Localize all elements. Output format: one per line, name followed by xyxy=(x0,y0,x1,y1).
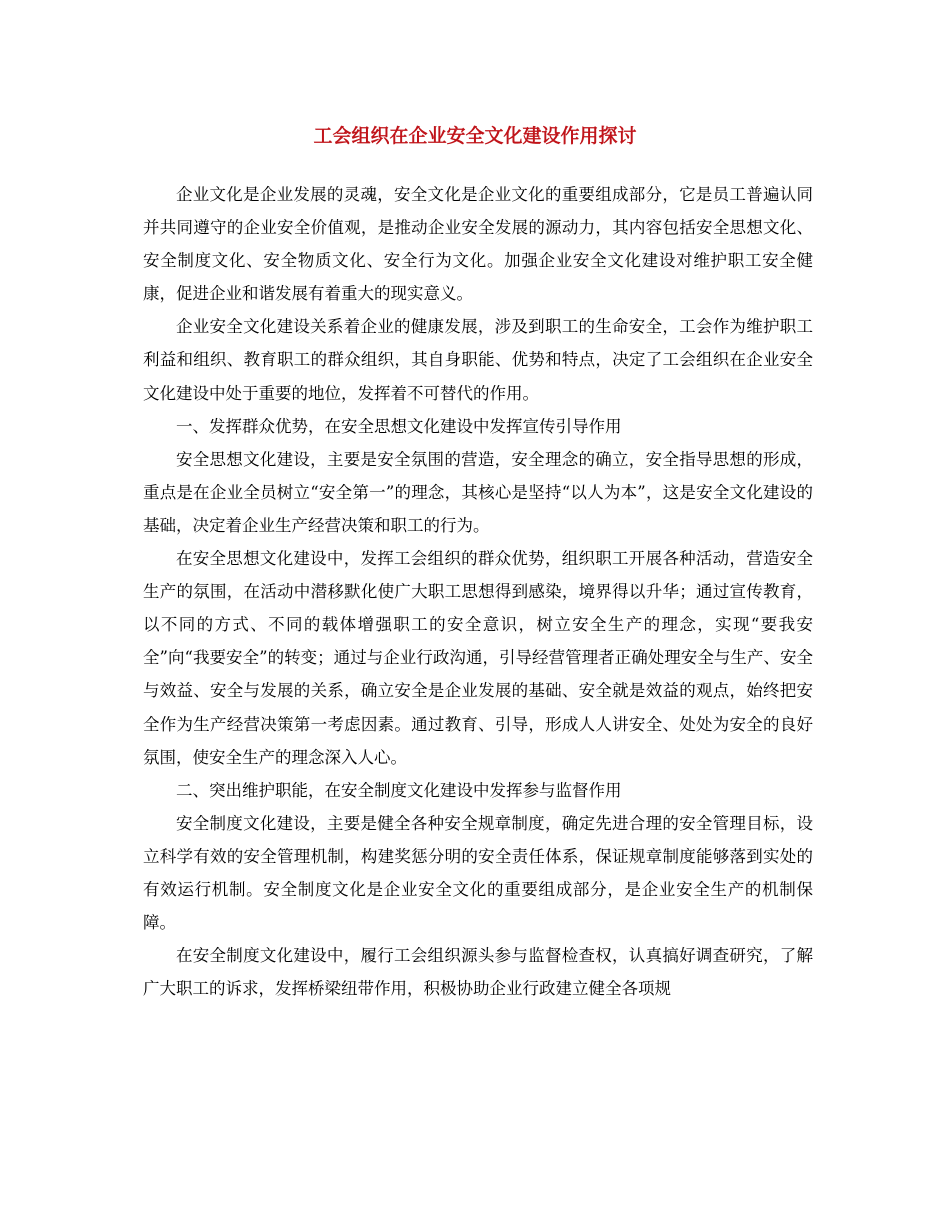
paragraph-section-2a: 安全制度文化建设，主要是健全各种安全规章制度，确定先进合理的安全管理目标，设立科学有效的安全管理机制，构建奖惩分明的安全责任体系，保证规章制度能够落到实处的有效运行机制。安全制度文化是企业安全文化的重要组成部分，是企业安全生产的机制保障。 xyxy=(143,813,813,933)
paragraph-role: 企业安全文化建设关系着企业的健康发展，涉及到职工的生命安全，工会作为维护职工利益和组织、教育职工的群众组织，其自身职能、优势和特点，决定了工会组织在企业安全文化建设中处于重要的地位，发挥着不可替代的作用。 xyxy=(143,317,813,403)
section-heading-2: 二、突出维护职能，在安全制度文化建设中发挥参与监督作用 xyxy=(176,780,622,800)
paragraph-section-2b: 在安全制度文化建设中，履行工会组织源头参与监督检查权，认真搞好调查研究，了解广大职工的诉求，发挥桥梁纽带作用，积极协助企业行政建立健全各项规 xyxy=(143,946,813,999)
paragraph-intro: 企业文化是企业发展的灵魂，安全文化是企业文化的重要组成部分，它是员工普遍认同并共同遵守的企业安全价值观，是推动企业安全发展的源动力，其内容包括安全思想文化、安全制度文化、安全物质文化、安全行为文化。加强企业安全文化建设对维护职工安全健康，促进企业和谐发展有着重大的现实意义。 xyxy=(143,185,813,304)
document-title: 工会组织在企业安全文化建设作用探讨 xyxy=(313,125,637,147)
section-heading-1: 一、发挥群众优势，在安全思想文化建设中发挥宣传引导作用 xyxy=(176,416,622,436)
paragraph-section-1b: 在安全思想文化建设中，发挥工会组织的群众优势，组织职工开展各种活动，营造安全生产的氛围，在活动中潜移默化使广大职工思想得到感染，境界得以升华；通过宣传教育，以不同的方式、不同的载体增强职工的安全意识，树立安全生产的理念，实现“要我安全”向“我要安全”的转变；通过与企业行政沟通，引导经营管理者正确处理安全与生产、安全与效益、安全与发展的关系，确立安全是企业发展的基础、安全就是效益的观点，始终把安全作为生产经营决策第一考虑因素。通过教育、引导，形成人人讲安全、处处为安全的良好氛围，使安全生产的理念深入人心。 xyxy=(143,549,813,767)
paragraph-section-1a: 安全思想文化建设，主要是安全氛围的营造，安全理念的确立，安全指导思想的形成，重点是在企业全员树立“安全第一”的理念，其核心是坚持“以人为本”，这是安全文化建设的基础，决定着企业生产经营决策和职工的行为。 xyxy=(143,449,813,535)
document-body xyxy=(143,178,813,1005)
